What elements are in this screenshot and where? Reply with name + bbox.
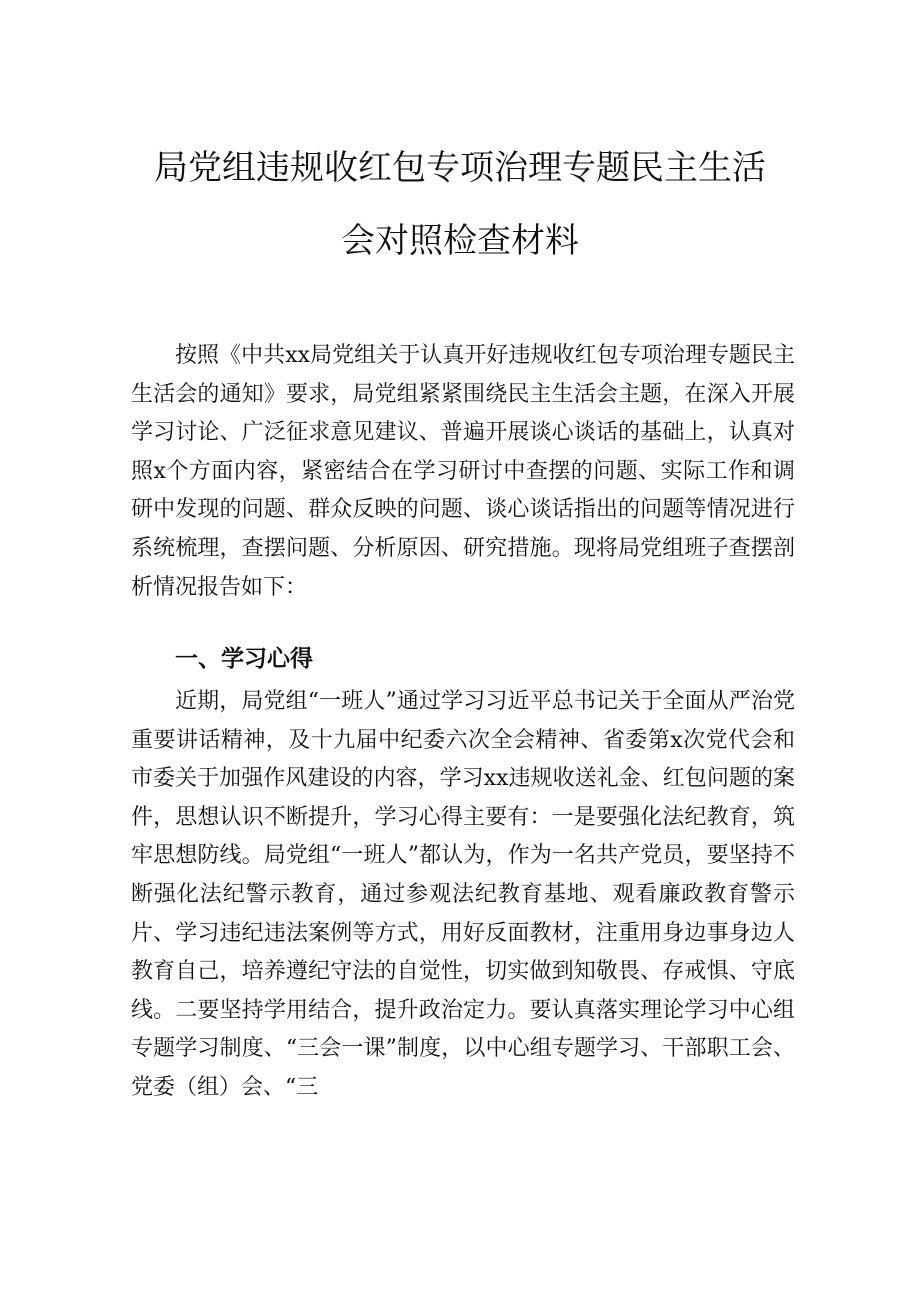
section-1-heading: 一、学习心得 <box>175 646 313 672</box>
document-title-line-2: 会对照检查材料 <box>341 221 579 261</box>
section-1-paragraph: 近期，局党组“一班人”通过学习习近平总书记关于全面从严治党重要讲话精神，及十九届中纪委六次全会精神、省委第x次党代会和市委关于加强作风建设的内容，学习xx违规收送礼金、红包问题的案件，思想认识不断提升，学习心得主要有：一是要强化法纪教育，筑牢思想防线。局党组“一班人”都认为，作为一名共产党员，要坚持不断强化法纪警示教育，通过参观法纪教育基地、观看廉政教育警示片、学习违纪违法案例等方式，用好反面教材，注重用身边事身边人教育自己，培养遵纪守法的自觉性，切实做到知敬畏、存戒惧、守底线。二要坚持学用结合，提升政治定力。要认真落实理论学习中心组专题学习制度、“三会一课”制度，以中心组专题学习、干部职工会、党委（组）会、“三 <box>131 689 795 1100</box>
document-title-line-1: 局党组违规收红包专项治理专题民主生活 <box>154 148 766 188</box>
intro-paragraph: 按照《中共xx局党组关于认真开好违规收红包专项治理专题民主生活会的通知》要求，局党组紧紧围绕民主生活会主题，在深入开展学习讨论、广泛征求意见建议、普遍开展谈心谈话的基础上，认真对照x个方面内容，紧密结合在学习研讨中查摆的问题、实际工作和调研中发现的问题、群众反映的问题、谈心谈话指出的问题等情况进行系统梳理，查摆问题、分析原因、研究措施。现将局党组班子查摆剖析情况报告如下： <box>131 343 795 600</box>
